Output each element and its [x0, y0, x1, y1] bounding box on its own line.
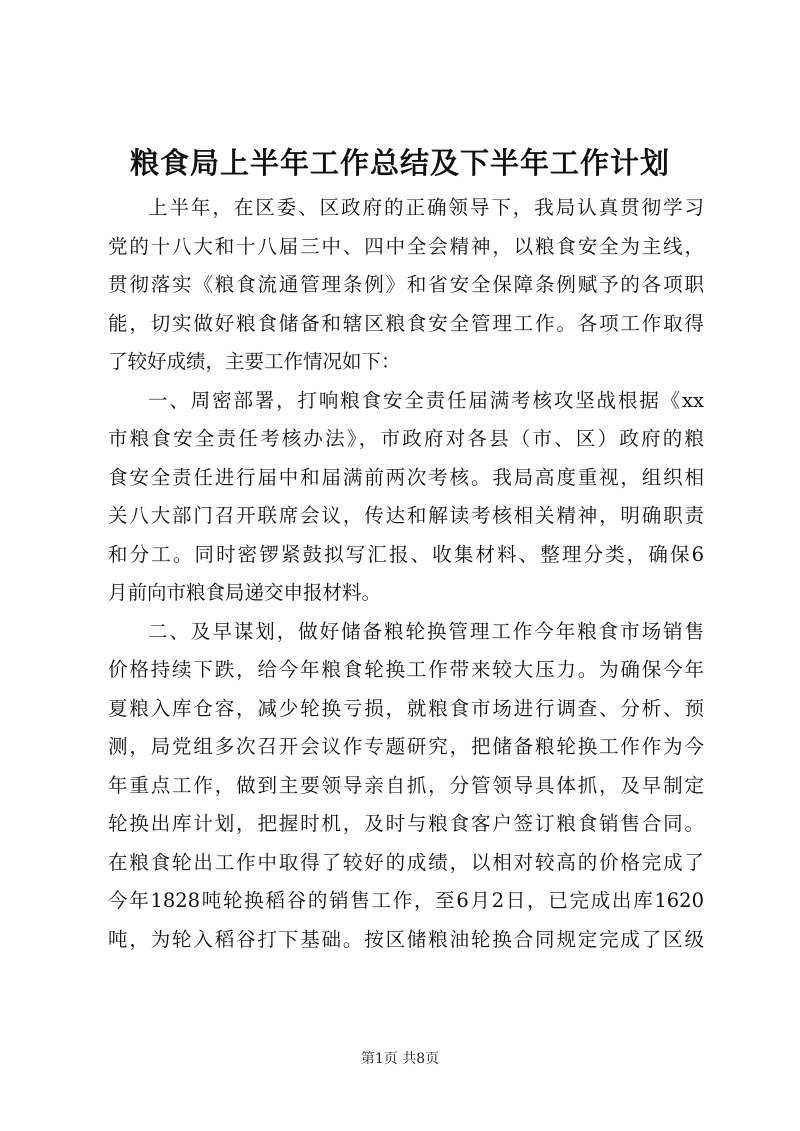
document-title: 粮食局上半年工作总结及下半年工作计划: [129, 146, 670, 180]
paragraph-3-line-5: 年重点工作，做到主要领导亲自抓，分管领导具体抓，及早制定: [108, 773, 704, 797]
paragraph-2-line-6: 月前向市粮食局递交申报材料。: [108, 581, 382, 604]
paragraph-1-line-1: 上半年，在区委、区政府的正确领导下，我局认真贯彻学习: [148, 196, 704, 219]
page-footer: 第1页 共8页: [360, 1051, 440, 1067]
paragraph-1-line-3: 贯彻落实《粮食流通管理条例》和省安全保障条例赋予的各项职: [108, 273, 704, 296]
paragraph-2-line-4: 关八大部门召开联席会议，传达和解读考核相关精神，明确职责: [108, 504, 704, 527]
paragraph-3-line-1: 二、及早谋划，做好储备粮轮换管理工作今年粮食市场销售: [148, 619, 704, 643]
paragraph-2-line-2: 市粮食安全责任考核办法》，市政府对各县（市、区）政府的粮: [108, 427, 704, 450]
paragraph-3-line-9: 吨，为轮入稻谷打下基础。按区储粮油轮换合同规定完成了区级: [108, 927, 704, 951]
paragraph-3-line-6: 轮换出库计划，把握时机，及时与粮食客户签订粮食销售合同。: [108, 812, 704, 835]
paragraph-3-line-7: 在粮食轮出工作中取得了较好的成绩，以相对较高的价格完成了: [108, 850, 704, 874]
paragraph-2-line-1: 一、周密部署，打响粮食安全责任届满考核攻坚战根据《xx: [148, 388, 704, 412]
paragraph-3-line-2: 价格持续下跌，给今年粮食轮换工作带来较大压力。为确保今年: [108, 658, 704, 681]
paragraph-3-line-4: 测，局党组多次召开会议作专题研究，把储备粮轮换工作作为今: [108, 735, 704, 758]
document-body: [108, 189, 704, 959]
paragraph-1-line-2: 党的十八大和十八届三中、四中全会精神，以粮食安全为主线，: [108, 234, 704, 258]
paragraph-1-line-5: 了较好成绩，主要工作情况如下：: [108, 350, 401, 373]
paragraph-2-line-5: 和分工。同时密锣紧鼓拟写汇报、收集材料、整理分类，确保6: [108, 542, 704, 566]
paragraph-2-line-3: 食安全责任进行届中和届满前两次考核。我局高度重视，组织相: [108, 465, 704, 489]
paragraph-1-line-4: 能，切实做好粮食储备和辖区粮食安全管理工作。各项工作取得: [108, 311, 704, 335]
paragraph-3-line-3: 夏粮入库仓容，减少轮换亏损，就粮食市场进行调查、分析、预: [108, 696, 704, 720]
paragraph-3-line-8: 今年1828吨轮换稻谷的销售工作，至6月2日，已完成出库1620: [108, 889, 704, 912]
